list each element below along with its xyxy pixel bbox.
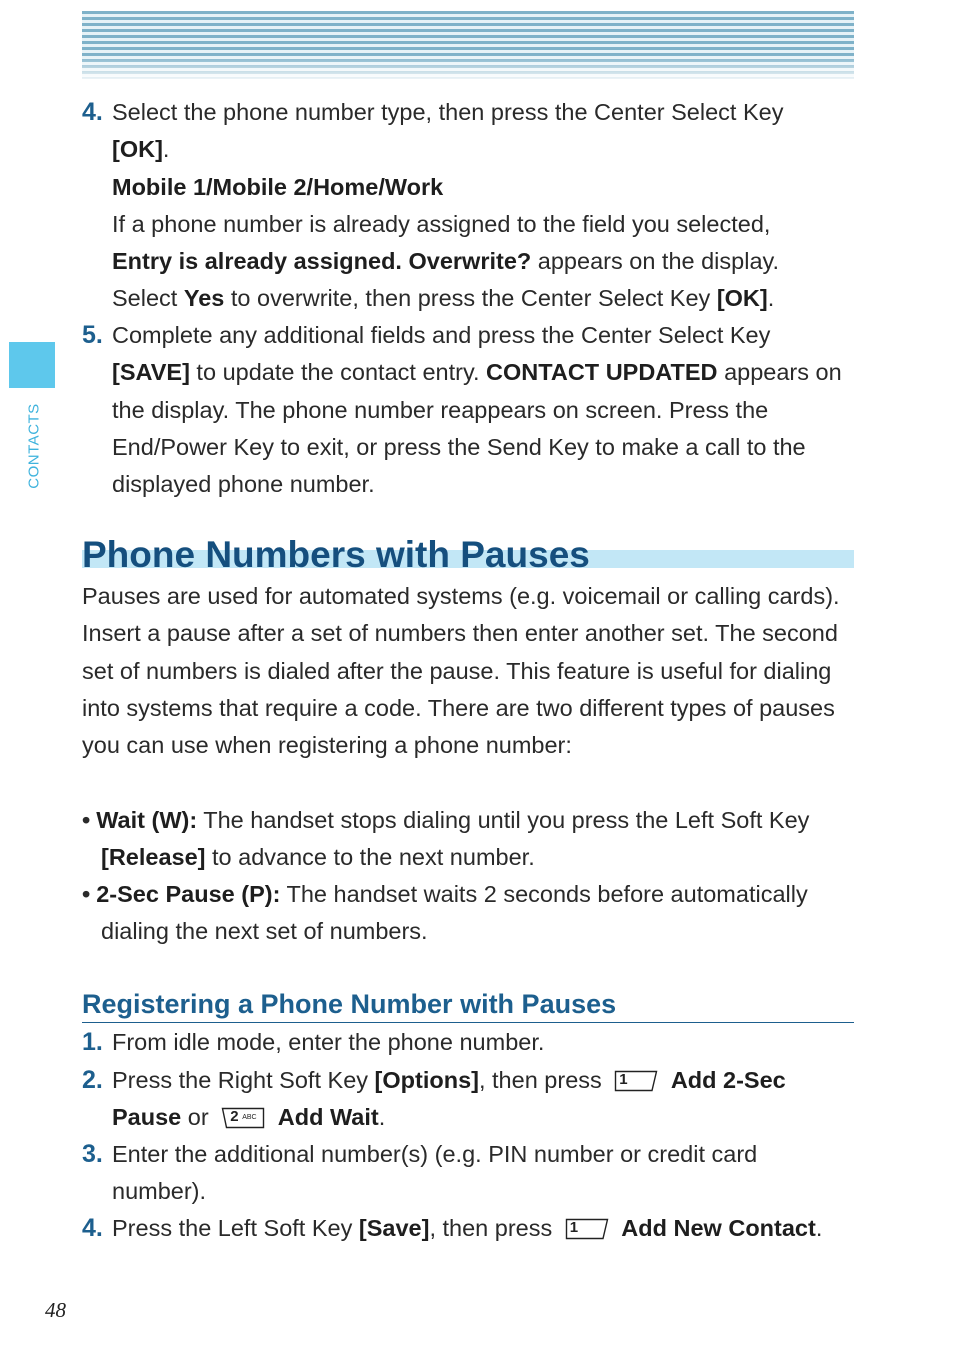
section-tab-marker	[9, 342, 55, 388]
step-text: Press the Right Soft Key [Options], then press 1 Add 2-Sec Pause or 2 ABC Add Wait.	[112, 1067, 786, 1131]
keypad-2-icon: 2 ABC	[221, 1107, 265, 1129]
subsection-title: Registering a Phone Number with Pauses	[82, 989, 617, 1019]
subsection-heading	[82, 986, 854, 1023]
step-text: Select the phone number type, then press the Center Select Key [OK]. Mobile 1/Mobile 2/Home/Work If a phone number is already assigned to the field you selected, Entry is already assigned. Overwrite? appears on the display. Select Yes to overwrite, then press the Center Select Key [OK].	[112, 99, 784, 312]
page-number: 48	[45, 1298, 66, 1322]
step-number: 4.	[82, 98, 103, 126]
step-text: From idle mode, enter the phone number.	[112, 1029, 545, 1055]
step-number: 4.	[82, 1214, 103, 1242]
step-text: Complete any additional fields and press the Center Select Key [SAVE] to update the contact entry. CONTACT UPDATED appears on the display. The phone number reappears on screen. Press the End/Power Key to exit, or press the Send Key to make a call to the displayed phone number.	[112, 322, 842, 498]
step-number: 3.	[82, 1140, 103, 1168]
step-number: 5.	[82, 321, 103, 349]
step-text: Enter the additional number(s) (e.g. PIN number or credit card number).	[112, 1141, 758, 1205]
keypad-1-icon: 1	[614, 1070, 658, 1092]
bullet-item: • 2-Sec Pause (P): The handset waits 2 seconds before automatically dialing the next set of numbers.	[82, 881, 808, 945]
bullet-item: • Wait (W): The handset stops dialing until you press the Left Soft Key [Release] to advance to the next number.	[82, 807, 810, 871]
step-text: Press the Left Soft Key [Save], then press 1 Add New Contact.	[112, 1215, 823, 1241]
keypad-1-icon: 1	[565, 1218, 609, 1240]
section-heading	[82, 533, 854, 577]
intro-paragraph: Pauses are used for automated systems (e.g. voicemail or calling cards). Insert a pause after a set of numbers then enter another set. The second set of numbers is dialed after the pause. This feature is useful for dialing into systems that require a code. There are two different types of pauses you can use when registering a phone number:	[82, 583, 840, 759]
step-number: 2.	[82, 1066, 103, 1094]
step-number: 1.	[82, 1028, 103, 1056]
header-band	[82, 11, 854, 79]
section-title: Phone Numbers with Pauses	[82, 534, 590, 575]
section-tab-label: CONTACTS	[25, 403, 43, 489]
